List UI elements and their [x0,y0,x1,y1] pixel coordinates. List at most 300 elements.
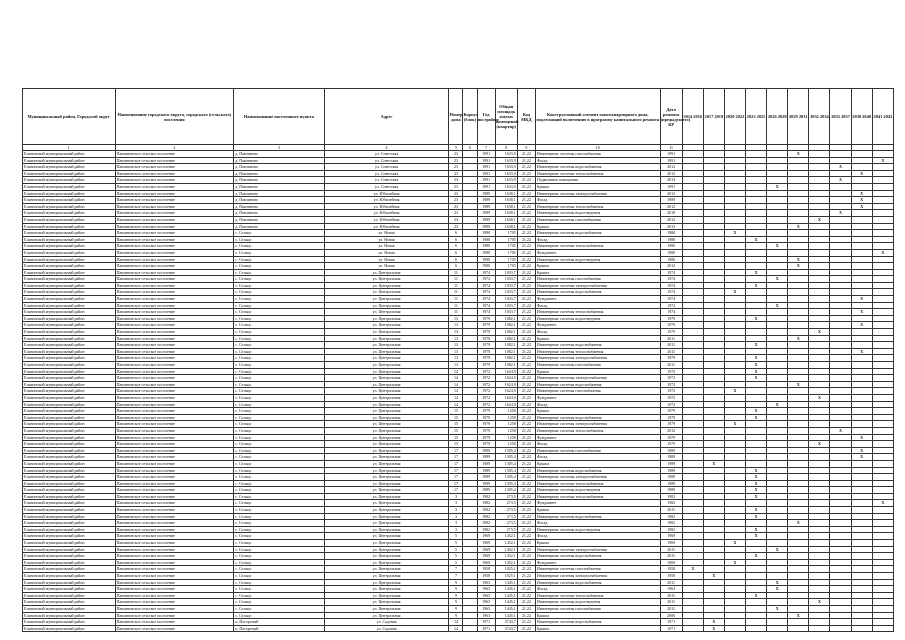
table-row [23,573,894,580]
cell-korpus [463,460,477,467]
period-cell [703,249,724,256]
cell-c: с. Сельцо [234,546,325,553]
cell-d: ул. Центральная [324,507,449,514]
cell-a: Ельнинский муниципальный район [23,243,116,250]
table-row [23,619,894,626]
period-cell [809,408,830,415]
period-cell [830,368,851,375]
period-cell [767,269,788,276]
cell-y: 1991 [477,183,495,190]
cell-a: Ельнинский муниципальный район [23,197,116,204]
period-cell [788,249,809,256]
period-cell [703,282,724,289]
period-cell [788,190,809,197]
period-cell [703,203,724,210]
cell-c: с. Сельцо [234,315,325,322]
cell-b: Павлиновское сельское поселение [115,164,234,171]
cell-dt: 2011 [660,605,682,612]
cell-e: Инженерные системы теплоснабжения [535,592,660,599]
period-cell [830,401,851,408]
cell-dt: 1974 [660,276,682,283]
period-cell [851,579,872,586]
cell-k: 21,22 [517,500,535,507]
table-row [23,579,894,586]
cell-dt: 2013 [660,223,682,230]
period-cell [809,520,830,527]
cell-y: 1989 [477,190,495,197]
period-cell [682,203,703,210]
cell-e: Крыша [535,223,660,230]
cell-n: 23 [449,183,463,190]
period-cell [851,315,872,322]
cell-korpus [463,612,477,619]
period-cell: X [746,408,767,415]
cell-d: ул. Центральная [324,388,449,395]
cell-korpus [463,540,477,547]
cell-c: с. Сельцо [234,520,325,527]
cell-n: 23 [449,177,463,184]
cell-korpus [463,216,477,223]
period-cell [851,559,872,566]
period-cell: X [851,190,872,197]
cell-k: 21,22 [517,480,535,487]
period-cell [809,619,830,626]
cell-y: 1979 [477,348,495,355]
period-cell [703,183,724,190]
period-cell [724,401,745,408]
cell-k: 21,22 [517,467,535,474]
cell-dt: 1989 [660,197,682,204]
cell-d: ул. Центральная [324,401,449,408]
cell-a: Ельнинский муниципальный район [23,348,116,355]
period-cell [682,170,703,177]
period-cell [830,619,851,626]
cell-k: 21,22 [517,401,535,408]
cell-d: ул. Новая [324,236,449,243]
period-cell [724,619,745,626]
cell-b: Павлиновское сельское поселение [115,362,234,369]
period-cell [809,540,830,547]
column-number: 10 [535,145,660,151]
period-cell [767,164,788,171]
period-cell [703,592,724,599]
period-cell [788,427,809,434]
cell-c: с. Сельцо [234,249,325,256]
table-row [23,276,894,283]
cell-b: Павлиновское сельское поселение [115,605,234,612]
column-header: 2029 2031 [788,89,809,145]
cell-s: 1705 [495,236,517,243]
cell-a: Ельнинский муниципальный район [23,263,116,270]
period-cell [851,375,872,382]
cell-dt: 1972 [660,388,682,395]
cell-k: 21,22 [517,190,535,197]
period-cell [724,362,745,369]
cell-k: 21,22 [517,362,535,369]
period-cell [746,559,767,566]
period-cell [788,296,809,303]
cell-c: с. Сельцо [234,579,325,586]
cell-e: Фасад [535,586,660,593]
period-cell [872,335,893,342]
cell-c: с. Сельцо [234,342,325,349]
cell-s: 1445,1 [495,579,517,586]
period-cell [746,612,767,619]
period-cell [724,500,745,507]
cell-e: Инженерные системы водоснабжения [535,553,660,560]
column-header: Конструктивный элемент многоквартирного дома, подлежащий включению в программу капитального ремонта [535,89,660,145]
period-cell [788,605,809,612]
cell-a: Ельнинский муниципальный район [23,540,116,547]
column-number: 11 [660,145,682,151]
cell-s: 1452,1 [495,546,517,553]
cell-a: Ельнинский муниципальный район [23,533,116,540]
cell-c: с. Сельцо [234,243,325,250]
period-cell [724,263,745,270]
cell-n: 14 [449,401,463,408]
period-cell [703,513,724,520]
period-cell [682,230,703,237]
cell-s: 273,5 [495,520,517,527]
table-row [23,302,894,309]
period-cell [830,355,851,362]
cell-dt: 1979 [660,414,682,421]
cell-c: с. Сельцо [234,586,325,593]
cell-c: с. Сельцо [234,421,325,428]
period-cell [872,315,893,322]
period-cell [724,197,745,204]
period-cell [830,612,851,619]
cell-e: Крыша [535,625,660,632]
cell-a: Ельнинский муниципальный район [23,546,116,553]
cell-korpus [463,302,477,309]
period-cell [830,381,851,388]
cell-b: Павлиновское сельское поселение [115,454,234,461]
cell-c: с. Сельцо [234,289,325,296]
period-cell: X [724,559,745,566]
period-cell [809,164,830,171]
period-cell [746,348,767,355]
period-cell [872,421,893,428]
cell-dt: 1980 [660,236,682,243]
cell-k: 21,22 [517,586,535,593]
period-cell [872,177,893,184]
period-cell [724,348,745,355]
period-cell: X [851,322,872,329]
period-cell [682,480,703,487]
period-cell [746,170,767,177]
cell-y: 1979 [477,421,495,428]
cell-e: Фасад [535,157,660,164]
period-cell [703,348,724,355]
period-cell [830,573,851,580]
period-cell [809,289,830,296]
period-cell [746,546,767,553]
period-cell [851,467,872,474]
cell-korpus [463,553,477,560]
cell-dt: 1989 [660,467,682,474]
cell-b: Павлиновское сельское поселение [115,408,234,415]
period-cell [872,269,893,276]
cell-e: Фасад [535,401,660,408]
table-row [23,454,894,461]
cell-dt: 1971 [660,625,682,632]
cell-c: с. Сельцо [234,467,325,474]
period-cell [788,467,809,474]
cell-b: Павлиновское сельское поселение [115,579,234,586]
cell-s: 1633,9 [495,157,517,164]
cell-y: 1974 [477,302,495,309]
cell-n: 23 [449,190,463,197]
period-cell [703,500,724,507]
table-row [23,197,894,204]
cell-korpus [463,342,477,349]
cell-dt: 1979 [660,434,682,441]
period-cell [724,216,745,223]
cell-n: 14 [449,368,463,375]
period-cell: X [767,302,788,309]
period-cell [703,579,724,586]
period-cell [872,151,893,158]
cell-a: Ельнинский муниципальный район [23,487,116,494]
cell-e: Инженерные системы газоснабжения [535,276,660,283]
cell-dt: 2011 [660,362,682,369]
cell-k: 21,22 [517,256,535,263]
cell-dt: 2012 [660,164,682,171]
cell-dt: 1972 [660,368,682,375]
period-cell [724,309,745,316]
cell-n: 15 [449,434,463,441]
cell-c: с. Сельцо [234,401,325,408]
cell-c: с. Сельцо [234,507,325,514]
cell-a: Ельнинский муниципальный район [23,375,116,382]
period-cell [724,612,745,619]
cell-dt: 1979 [660,355,682,362]
cell-k: 21,22 [517,296,535,303]
cell-y: 1991 [477,157,495,164]
period-cell [809,375,830,382]
cell-y: 1969 [477,559,495,566]
cell-a: Ельнинский муниципальный район [23,164,116,171]
cell-y: 1989 [477,474,495,481]
table-row [23,612,894,619]
table-row [23,210,894,217]
period-cell [767,203,788,210]
cell-s: 3743,7 [495,625,517,632]
period-cell [724,236,745,243]
period-cell [872,579,893,586]
cell-n: 7 [449,566,463,573]
cell-e: Инженерные системы электроснабжения [535,190,660,197]
period-cell [703,177,724,184]
cell-korpus [463,434,477,441]
cell-dt: 1982 [660,493,682,500]
cell-b: Павлиновское сельское поселение [115,612,234,619]
period-cell [724,342,745,349]
cell-b: Павлиновское сельское поселение [115,434,234,441]
period-cell [767,408,788,415]
cell-s: 1624,9 [495,381,517,388]
cell-korpus [463,599,477,606]
cell-b: Павлиновское сельское поселение [115,269,234,276]
cell-b: Павлиновское сельское поселение [115,170,234,177]
cell-y: 1980 [477,236,495,243]
period-cell [830,553,851,560]
period-cell [830,592,851,599]
cell-a: Ельнинский муниципальный район [23,586,116,593]
cell-korpus [463,447,477,454]
cell-korpus [463,493,477,500]
cell-n: 17 [449,447,463,454]
table-row [23,546,894,553]
cell-n: 23 [449,197,463,204]
cell-y: 1980 [477,256,495,263]
period-cell [788,526,809,533]
cell-korpus [463,454,477,461]
period-cell [703,599,724,606]
period-cell [872,394,893,401]
cell-dt: 1971 [660,619,682,626]
cell-c: с. Сельцо [234,500,325,507]
period-cell [746,401,767,408]
cell-y: 1972 [477,394,495,401]
cell-e: Инженерные системы водоотведения [535,315,660,322]
period-cell [746,434,767,441]
cell-c: д. Павлиново [234,190,325,197]
period-cell [703,540,724,547]
cell-korpus [463,625,477,632]
cell-d: ул. Центральная [324,467,449,474]
period-cell [872,388,893,395]
cell-korpus [463,315,477,322]
period-cell [703,335,724,342]
period-cell [872,368,893,375]
table-row [23,553,894,560]
period-cell [872,236,893,243]
cell-d: ул. Центральная [324,414,449,421]
period-cell [851,335,872,342]
period-cell [872,427,893,434]
cell-s: 1025,1 [495,573,517,580]
cell-n: 23 [449,170,463,177]
period-cell [788,177,809,184]
period-cell: X [703,619,724,626]
cell-y: 1963 [477,579,495,586]
period-cell [746,190,767,197]
period-cell [746,500,767,507]
cell-c: с. Сельцо [234,474,325,481]
cell-b: Павлиновское сельское поселение [115,553,234,560]
cell-b: Павлиновское сельское поселение [115,526,234,533]
cell-s: 1445,1 [495,599,517,606]
cell-korpus [463,256,477,263]
period-cell [703,243,724,250]
cell-s: 1258 [495,421,517,428]
period-cell [703,197,724,204]
cell-n: 23 [449,210,463,217]
cell-c: с. Сельцо [234,302,325,309]
cell-b: Павлиновское сельское поселение [115,599,234,606]
period-cell [703,493,724,500]
cell-k: 21,22 [517,157,535,164]
period-cell [682,183,703,190]
cell-y: 1979 [477,335,495,342]
cell-korpus [463,322,477,329]
cell-korpus [463,296,477,303]
cell-e: Инженерные системы электроснабжения [535,421,660,428]
period-cell [809,170,830,177]
period-cell [746,157,767,164]
period-cell [872,183,893,190]
period-cell [682,599,703,606]
period-cell [746,151,767,158]
period-cell [788,315,809,322]
period-cell [703,401,724,408]
cell-b: Павлиновское сельское поселение [115,348,234,355]
period-cell [851,342,872,349]
column-number: 2 [115,145,234,151]
column-number: 7 [477,145,495,151]
cell-e: Инженерные системы газоснабжения [535,362,660,369]
period-cell [809,388,830,395]
period-cell [746,329,767,336]
cell-s: 1638,1 [495,203,517,210]
cell-n: 9 [449,586,463,593]
cell-a: Ельнинский муниципальный район [23,362,116,369]
cell-a: Ельнинский муниципальный район [23,605,116,612]
cell-d: ул. Новая [324,249,449,256]
period-cell [724,573,745,580]
period-cell [724,315,745,322]
cell-e: Инженерные системы газоснабжения [535,605,660,612]
period-cell [830,289,851,296]
period-cell: X [703,625,724,632]
period-cell [767,375,788,382]
period-cell [703,355,724,362]
period-cell: X [851,447,872,454]
cell-s: 1445,1 [495,612,517,619]
cell-e: Фундамент [535,394,660,401]
period-cell [788,322,809,329]
period-cell [682,414,703,421]
period-cell [724,507,745,514]
period-cell [809,269,830,276]
period-cell [682,177,703,184]
period-cell [682,507,703,514]
period-cell [703,309,724,316]
period-cell [851,329,872,336]
period-cell [830,375,851,382]
period-cell [767,309,788,316]
period-cell: X [767,546,788,553]
cell-c: с. Сельцо [234,599,325,606]
period-cell [767,454,788,461]
cell-b: Павлиновское сельское поселение [115,183,234,190]
period-cell: X [872,249,893,256]
period-cell [682,276,703,283]
period-cell [703,368,724,375]
period-cell [703,454,724,461]
period-cell [809,197,830,204]
cell-d: ул. Центральная [324,329,449,336]
period-cell [872,474,893,481]
cell-e: Инженерные системы водоснабжения [535,619,660,626]
period-cell [767,329,788,336]
cell-dt: 1958 [660,573,682,580]
period-cell [703,216,724,223]
period-cell [767,348,788,355]
cell-d: ул. Центральная [324,362,449,369]
